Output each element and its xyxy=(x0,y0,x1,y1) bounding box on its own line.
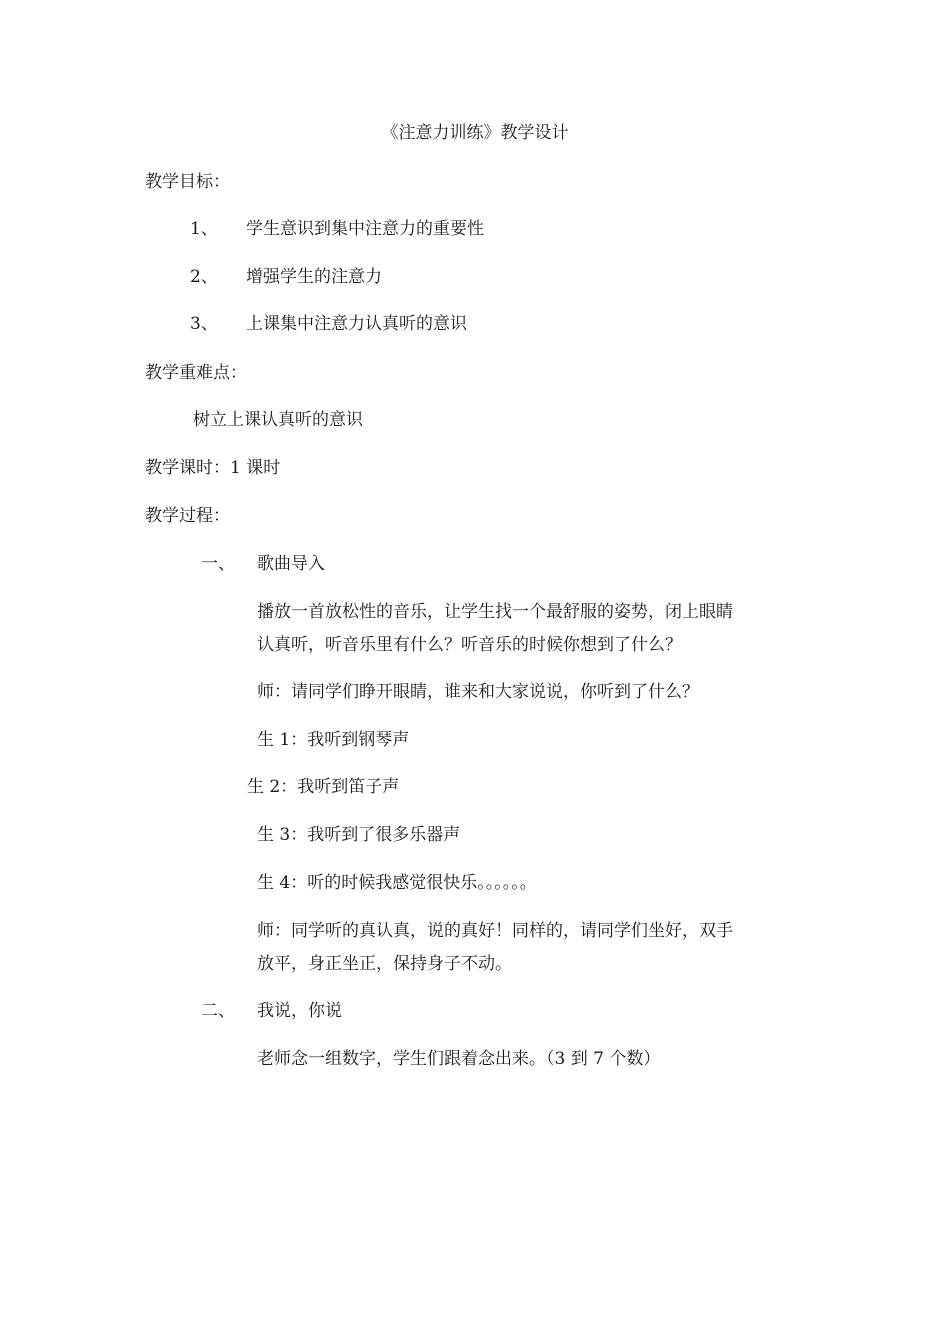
objective-number: 2、 xyxy=(190,267,218,287)
section-paragraph: 老师念一组数字，学生们跟着念出来。（3 到 7 个数） xyxy=(257,1049,661,1069)
section-paragraph: 生 1：我听到钢琴声 xyxy=(257,730,410,750)
section-number: 一、 xyxy=(201,554,235,574)
document-title: 《注意力训练》教学设计 xyxy=(381,123,569,143)
section-paragraph: 生 4：听的时候我感觉很快乐。。。。。。 xyxy=(257,873,537,893)
section-paragraph: 师：同学听的真认真，说的真好！同样的，请同学们坐好，双手 xyxy=(257,921,733,941)
objective-item: 上课集中注意力认真听的意识 xyxy=(246,314,467,334)
section-paragraph: 认真听，听音乐里有什么？听音乐的时候你想到了什么？ xyxy=(257,635,682,655)
section-paragraph: 师：请同学们睁开眼睛，谁来和大家说说，你听到了什么？ xyxy=(257,682,699,702)
section-number: 二、 xyxy=(201,1001,235,1021)
section-paragraph: 放平，身正坐正，保持身子不动。 xyxy=(257,954,512,974)
objectives-heading: 教学目标： xyxy=(145,172,230,192)
objective-number: 1、 xyxy=(190,219,218,239)
objective-item: 增强学生的注意力 xyxy=(246,267,382,287)
section-title: 歌曲导入 xyxy=(257,554,325,574)
section-paragraph: 播放一首放松性的音乐，让学生找一个最舒服的姿势，闭上眼睛 xyxy=(257,602,733,622)
section-paragraph: 生 3：我听到了很多乐器声 xyxy=(257,825,461,845)
process-heading: 教学过程： xyxy=(145,506,230,526)
class-hours: 教学课时：1 课时 xyxy=(145,458,281,478)
objective-item: 学生意识到集中注意力的重要性 xyxy=(246,219,484,239)
section-paragraph: 生 2：我听到笛子声 xyxy=(247,777,400,797)
objective-number: 3、 xyxy=(190,314,218,334)
section-title: 我说，你说 xyxy=(257,1001,342,1021)
key-points-text: 树立上课认真听的意识 xyxy=(193,410,363,430)
key-points-heading: 教学重难点： xyxy=(145,363,247,383)
